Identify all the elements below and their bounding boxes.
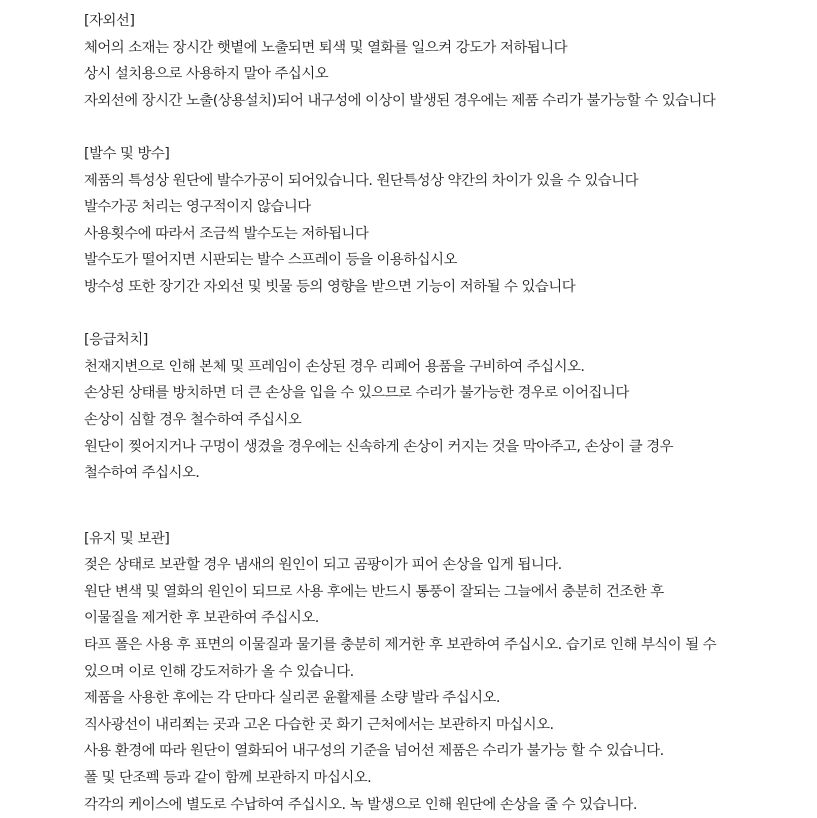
- section-heading-uv: [자외선]: [84, 13, 135, 29]
- text-line: 제품의 특성상 원단에 발수가공이 되어있습니다. 원단특성상 약간의 차이가 있을 수 있습니다: [84, 172, 639, 189]
- text-line: 폴 및 단조펙 등과 같이 함께 보관하지 마십시오.: [84, 770, 372, 787]
- text-line: 직사광선이 내리쬐는 곳과 고온 다습한 곳 화기 근처에서는 보관하지 마십시오.: [84, 716, 554, 733]
- text-line: 손상이 심할 경우 철수하여 주십시오: [84, 411, 302, 428]
- section-spacer: [84, 487, 804, 526]
- section-heading-storage: [유지 및 보관]: [84, 530, 170, 547]
- section-storage: [84, 526, 804, 818]
- text-line: 각각의 케이스에 별도로 수납하여 주십시오. 녹 발생으로 인해 원단에 손상을 줄 수 있습니다.: [84, 796, 637, 813]
- text-line: 자외선에 장시간 노출(상용설치)되어 내구성에 이상이 발생된 경우에는 제품 수리가 불가능할 수 있습니다: [84, 92, 716, 109]
- text-line: 방수성 또한 장기간 자외선 및 빗물 등의 영향을 받으면 기능이 저하될 수 있습니다: [84, 278, 576, 295]
- section-uv: [84, 8, 804, 114]
- text-line: 발수가공 처리는 영구적이지 않습니다: [84, 199, 311, 216]
- text-line: 발수도가 떨어지면 시판되는 발수 스프레이 등을 이용하십시오: [84, 252, 457, 269]
- text-line: 사용횟수에 따라서 조금씩 발수도는 저하됩니다: [84, 225, 369, 242]
- section-waterproof: [84, 141, 804, 301]
- text-line: 타프 폴은 사용 후 표면의 이물질과 물기를 충분히 제거한 후 보관하여 주십시오. 습기로 인해 부식이 될 수: [84, 637, 717, 654]
- text-line: 원단 변색 및 열화의 원인이 되므로 사용 후에는 반드시 통풍이 잘되는 그늘에서 충분히 건조한 후: [84, 583, 664, 600]
- text-line: 젖은 상태로 보관할 경우 냄새의 원인이 되고 곰팡이가 피어 손상을 입게 됩니다.: [84, 557, 562, 574]
- text-line: 제품을 사용한 후에는 각 단마다 실리콘 윤활제를 소량 발라 주십시오.: [84, 690, 500, 707]
- section-first-aid: [84, 327, 804, 487]
- text-line: 천재지변으로 인해 본체 및 프레임이 손상된 경우 리페어 용품을 구비하여 주십시오.: [84, 358, 585, 375]
- text-line: 상시 설치용으로 사용하지 말아 주십시오: [84, 66, 329, 83]
- text-line: 사용 환경에 따라 원단이 열화되어 내구성의 기준을 넘어선 제품은 수리가 불가능 할 수 있습니다.: [84, 743, 664, 760]
- text-line: 체어의 소재는 장시간 햇볕에 노출되면 퇴색 및 열화를 일으켜 강도가 저하됩니다: [84, 39, 567, 56]
- text-line: 손상된 상태를 방치하면 더 큰 손상을 입을 수 있으므로 수리가 불가능한 경우로 이어집니다: [84, 385, 629, 402]
- section-heading-waterproof: [발수 및 방수]: [84, 145, 170, 162]
- care-instructions-document: [84, 8, 804, 818]
- section-spacer: [84, 114, 804, 141]
- text-line: 이물질을 제거한 후 보관하여 주십시오.: [84, 610, 319, 627]
- section-spacer: [84, 301, 804, 328]
- text-line: 있으며 이로 인해 강도저하가 올 수 있습니다.: [84, 663, 354, 680]
- text-line: 원단이 찢어지거나 구멍이 생겼을 경우에는 신속하게 손상이 커지는 것을 막아주고, 손상이 클 경우: [84, 438, 674, 455]
- text-line: 철수하여 주십시오.: [84, 465, 200, 482]
- section-heading-first-aid: [응급처치]: [84, 332, 148, 349]
